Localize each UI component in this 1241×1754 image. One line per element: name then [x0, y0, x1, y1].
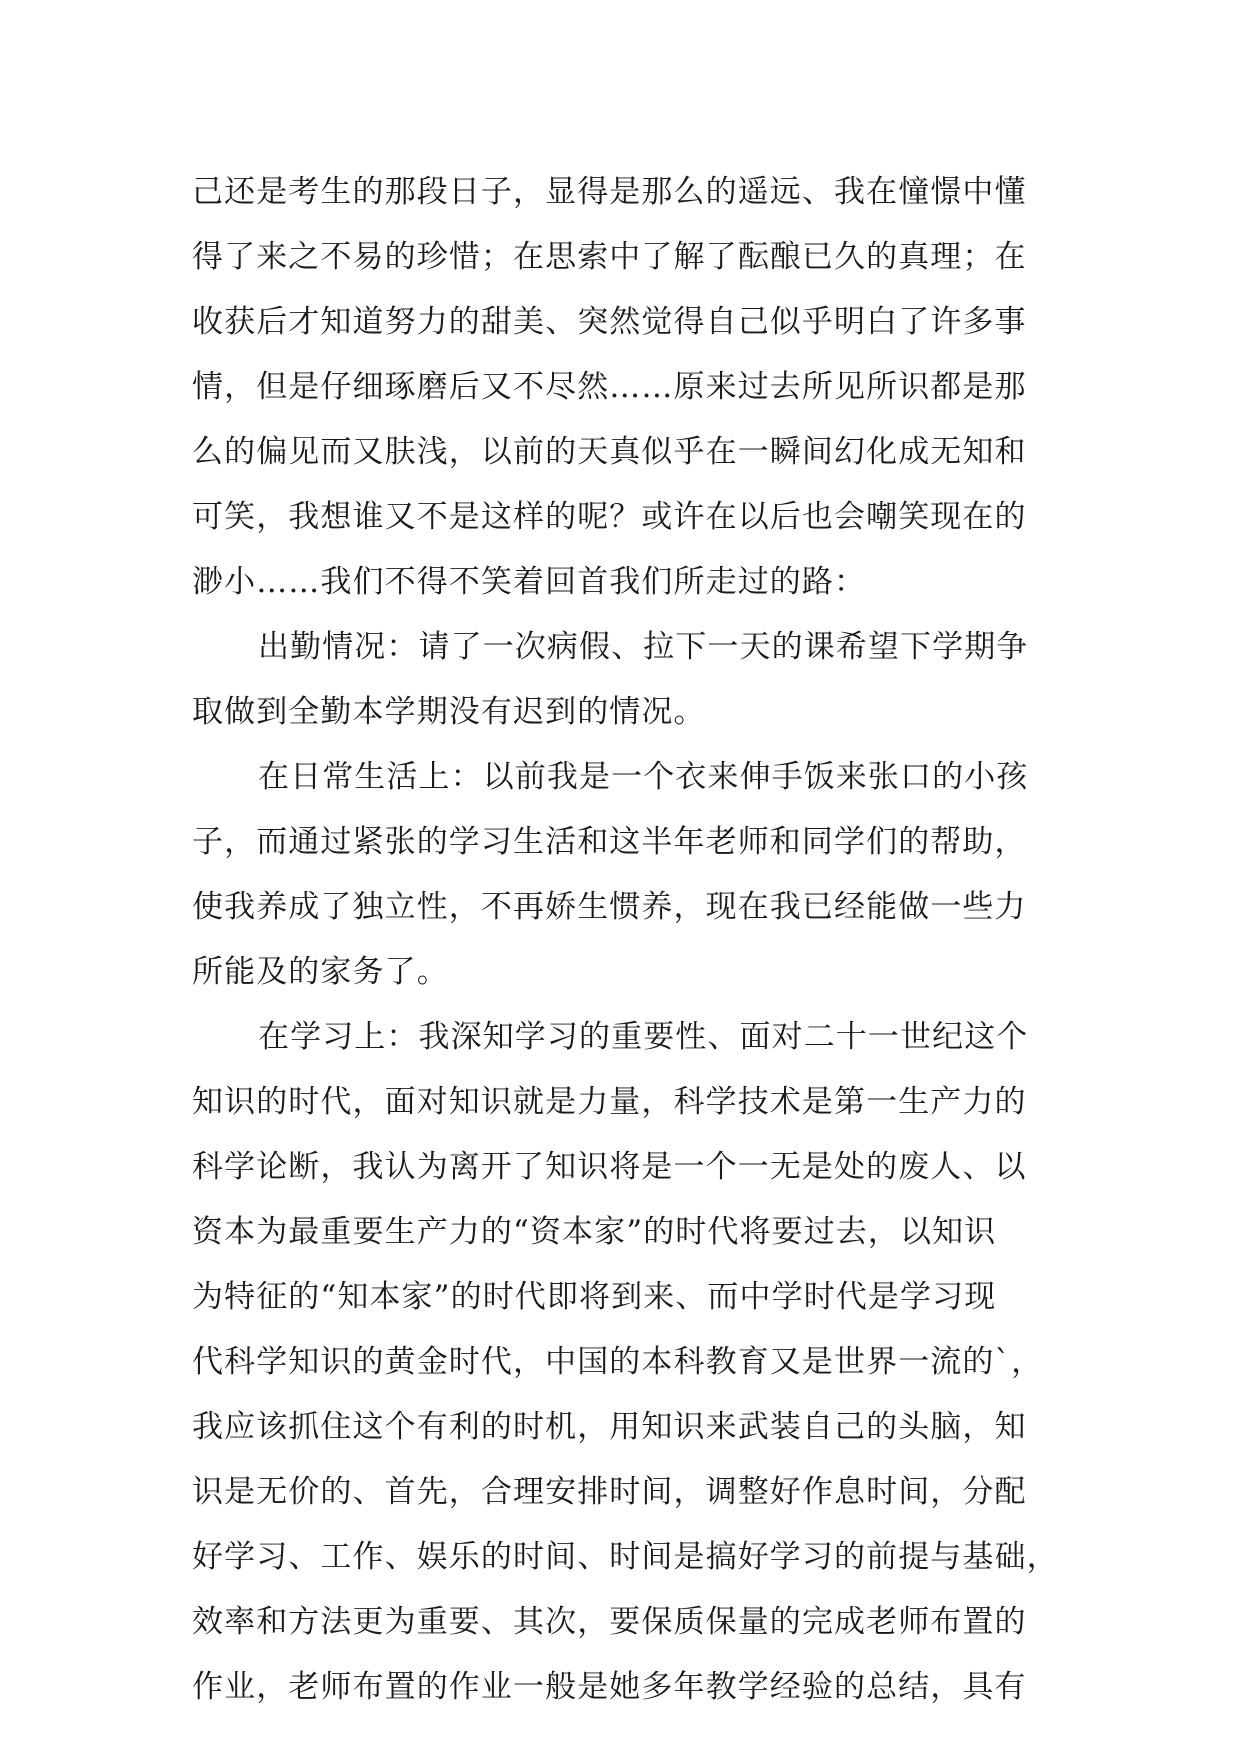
paragraph-daily-life — [192, 745, 1056, 1005]
text-line: 代科学知识的黄金时代，中国的本科教育又是世界一流的`， — [192, 1344, 1044, 1380]
text-line: 资本为最重要生产力的“资本家”的时代将要过去，以知识 — [192, 1214, 997, 1250]
paragraph-attendance — [192, 615, 1056, 745]
text-line: 得了来之不易的珍惜；在思索中了解了酝酿已久的真理；在 — [192, 239, 1027, 275]
text-line: 收获后才知道努力的甜美、突然觉得自己似乎明白了许多事 — [192, 304, 1027, 340]
text-line: 科学论断，我认为离开了知识将是一个一无是处的废人、以 — [192, 1149, 1027, 1185]
text-line: 可笑，我想谁又不是这样的呢？或许在以后也会嘲笑现在的 — [192, 499, 1027, 535]
text-line: 所能及的家务了。 — [192, 954, 449, 990]
text-line: 好学习、工作、娱乐的时间、时间是搞好学习的前提与基础， — [192, 1539, 1059, 1575]
text-line: 效率和方法更为重要、其次，要保质保量的完成老师布置的 — [192, 1604, 1027, 1640]
text-line: 我应该抓住这个有利的时机，用知识来武装自己的头脑，知 — [192, 1409, 1027, 1445]
text-line: 么的偏见而又肤浅，以前的天真似乎在一瞬间幻化成无知和 — [192, 434, 1027, 470]
text-line: 取做到全勤本学期没有迟到的情况。 — [192, 694, 706, 730]
paragraph-intro — [192, 160, 1056, 615]
text-line: 使我养成了独立性，不再娇生惯养，现在我已经能做一些力 — [192, 889, 1027, 925]
text-line: 识是无价的、首先，合理安排时间，调整好作息时间，分配 — [192, 1474, 1027, 1510]
text-line: 作业，老师布置的作业一般是她多年教学经验的总结，具有 — [192, 1669, 1027, 1705]
body-text — [192, 160, 1059, 1720]
text-line: 己还是考生的那段日子，显得是那么的遥远、我在憧憬中懂 — [192, 174, 1027, 210]
text-line: 在日常生活上：以前我是一个衣来伸手饭来张口的小孩 — [258, 759, 1029, 795]
text-line: 渺小……我们不得不笑着回首我们所走过的路： — [192, 564, 867, 600]
paragraph-study — [192, 1005, 1059, 1720]
text-line: 在学习上：我深知学习的重要性、面对二十一世纪这个 — [258, 1019, 1029, 1055]
text-line: 情，但是仔细琢磨后又不尽然……原来过去所见所识都是那 — [192, 369, 1027, 405]
text-line: 子，而通过紧张的学习生活和这半年老师和同学们的帮助， — [192, 824, 1027, 860]
text-line: 出勤情况：请了一次病假、拉下一天的课希望下学期争 — [258, 629, 1029, 665]
text-line: 知识的时代，面对知识就是力量，科学技术是第一生产力的 — [192, 1084, 1027, 1120]
text-line: 为特征的“知本家”的时代即将到来、而中学时代是学习现 — [192, 1279, 997, 1315]
